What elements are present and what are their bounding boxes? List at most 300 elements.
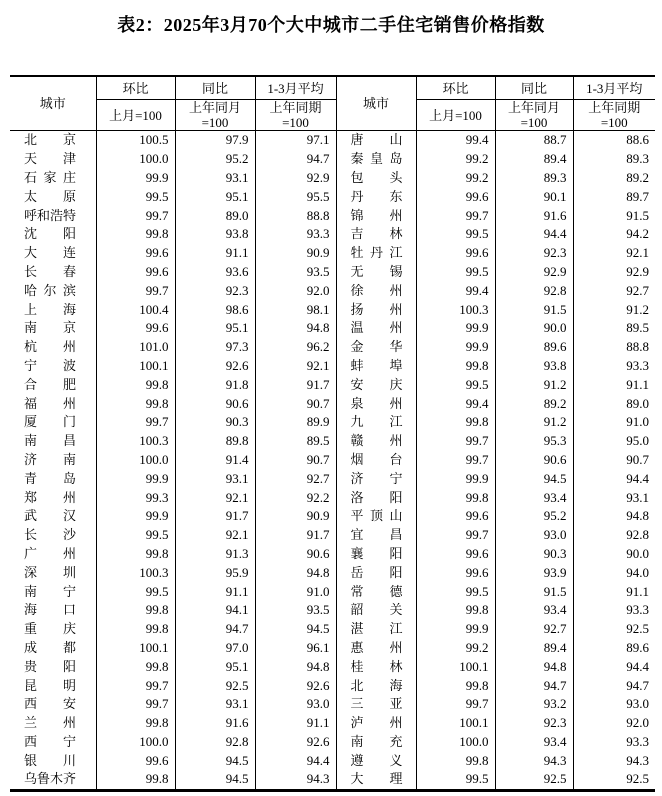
city-cell-left: [10, 676, 96, 695]
city-name: [351, 132, 403, 148]
mom-value-left: 99.7: [96, 206, 175, 225]
city-name-char: 鲁: [37, 771, 51, 787]
city-name-char: 山: [389, 508, 403, 524]
yoy-value-left: 92.6: [175, 357, 255, 376]
mom-value-left: 100.0: [96, 150, 175, 169]
yoy-value-right: 92.3: [495, 714, 573, 733]
city-name-char: 州: [62, 395, 76, 411]
table-body: [10, 131, 655, 791]
avg-value-left: 88.8: [255, 206, 336, 225]
city-name: [24, 659, 76, 675]
yoy-value-left: 94.7: [175, 620, 255, 639]
table-row: [10, 526, 655, 545]
yoy-value-left: 93.8: [175, 225, 255, 244]
city-name-char: 乌: [24, 771, 38, 787]
city-cell-left: [10, 469, 96, 488]
city-name: [24, 433, 76, 449]
yoy-value-left: 98.6: [175, 300, 255, 319]
table-row: [10, 206, 655, 225]
city-name-char: 门: [62, 414, 76, 430]
avg-value-right: 92.7: [573, 281, 655, 300]
city-name-char: 都: [62, 639, 76, 655]
city-name-char: 州: [389, 282, 403, 298]
yoy-value-right: 89.2: [495, 394, 573, 413]
city-name-char: 天: [24, 151, 38, 167]
mom-value-left: 99.7: [96, 413, 175, 432]
city-name-char: 无: [350, 263, 364, 279]
city-cell-right: [336, 357, 416, 376]
avg-value-right: 88.8: [573, 338, 655, 357]
city-name-char: 台: [389, 451, 403, 467]
avg-value-left: 93.3: [255, 225, 336, 244]
city-name-char: 德: [389, 583, 403, 599]
mom-value-left: 100.4: [96, 300, 175, 319]
city-name-char: 和: [37, 207, 51, 223]
city-name-char: 石: [24, 169, 38, 185]
city-name-char: 岛: [389, 151, 403, 167]
header-avg-base-line2: =100: [600, 115, 628, 130]
city-name-char: 西: [24, 696, 38, 712]
header-city-right: 城市: [336, 76, 416, 131]
city-name-char: 兰: [24, 715, 38, 731]
city-name-char: 亚: [389, 696, 403, 712]
city-name-char: 惠: [350, 639, 364, 655]
city-name: [24, 245, 76, 261]
header-mom-left: 环比: [96, 76, 175, 100]
header-mom-right: 环比: [416, 76, 495, 100]
table-row: [10, 676, 655, 695]
city-name: [24, 490, 76, 506]
avg-value-right: 95.0: [573, 432, 655, 451]
city-cell-left: [10, 375, 96, 394]
city-name-char: 皇: [369, 151, 383, 167]
city-name-char: 丹: [350, 188, 364, 204]
city-name: [351, 170, 403, 186]
city-cell-right: [336, 432, 416, 451]
city-name-char: 丹: [369, 245, 383, 261]
city-cell-right: [336, 563, 416, 582]
avg-value-right: 90.7: [573, 451, 655, 470]
header-yoy-base-line2: =100: [520, 115, 548, 130]
mom-value-left: 99.7: [96, 281, 175, 300]
city-name: [24, 527, 76, 543]
mom-value-right: 99.2: [416, 150, 495, 169]
header-mom-base-left: 上月=100: [96, 100, 175, 131]
city-cell-right: [336, 676, 416, 695]
city-name: [351, 245, 403, 261]
mom-value-right: 99.2: [416, 169, 495, 188]
yoy-value-right: 92.8: [495, 281, 573, 300]
city-name-char: 济: [350, 470, 364, 486]
mom-value-left: 100.3: [96, 563, 175, 582]
table-row: [10, 563, 655, 582]
header-city-left: 城市: [10, 76, 96, 131]
city-name-char: 州: [389, 207, 403, 223]
city-name-char: 口: [62, 602, 76, 618]
avg-value-left: 97.1: [255, 131, 336, 150]
avg-value-left: 92.0: [255, 281, 336, 300]
yoy-value-left: 91.3: [175, 545, 255, 564]
city-cell-left: [10, 582, 96, 601]
yoy-value-left: 94.1: [175, 601, 255, 620]
city-cell-left: [10, 545, 96, 564]
avg-value-right: 94.4: [573, 469, 655, 488]
avg-value-right: 91.5: [573, 206, 655, 225]
yoy-value-right: 94.8: [495, 657, 573, 676]
city-name-char: 银: [24, 752, 38, 768]
city-cell-right: [336, 225, 416, 244]
header-row-top: [10, 76, 655, 100]
city-name-char: 哈: [24, 282, 38, 298]
yoy-value-left: 95.1: [175, 657, 255, 676]
yoy-value-right: 92.9: [495, 263, 573, 282]
avg-value-right: 93.0: [573, 695, 655, 714]
city-name-char: 顶: [369, 508, 383, 524]
table-row: [10, 451, 655, 470]
city-name-char: 平: [350, 508, 364, 524]
avg-value-left: 93.5: [255, 263, 336, 282]
mom-value-left: 99.8: [96, 545, 175, 564]
yoy-value-right: 91.5: [495, 582, 573, 601]
avg-value-right: 89.6: [573, 639, 655, 658]
city-cell-left: [10, 751, 96, 770]
city-name: [24, 320, 76, 336]
yoy-value-left: 94.5: [175, 770, 255, 790]
yoy-value-right: 89.4: [495, 150, 573, 169]
city-name-char: 连: [62, 245, 76, 261]
city-cell-right: [336, 338, 416, 357]
city-cell-right: [336, 394, 416, 413]
table-row: [10, 375, 655, 394]
city-name-char: 阳: [389, 564, 403, 580]
city-name-char: 常: [350, 583, 364, 599]
header-avg-base-right: [573, 100, 655, 131]
yoy-value-right: 93.2: [495, 695, 573, 714]
header-avg-base-line2: =100: [282, 115, 309, 130]
city-name: [24, 565, 76, 581]
avg-value-right: 92.1: [573, 244, 655, 263]
yoy-value-right: 94.3: [495, 751, 573, 770]
city-name-char: 深: [24, 564, 38, 580]
header-yoy-base-line1: 上年同月: [188, 100, 241, 115]
city-name-char: 圳: [62, 564, 76, 580]
mom-value-right: 99.9: [416, 338, 495, 357]
city-cell-left: [10, 695, 96, 714]
city-name: [351, 640, 403, 656]
mom-value-left: 99.5: [96, 526, 175, 545]
city-cell-right: [336, 620, 416, 639]
mom-value-right: 99.4: [416, 281, 495, 300]
city-name-char: 特: [63, 207, 77, 223]
table-row: [10, 601, 655, 620]
city-name-char: 林: [389, 226, 403, 242]
city-name-char: 州: [389, 433, 403, 449]
yoy-value-left: 91.4: [175, 451, 255, 470]
city-name: [24, 678, 76, 694]
yoy-value-left: 97.3: [175, 338, 255, 357]
yoy-value-right: 90.6: [495, 451, 573, 470]
mom-value-right: 99.4: [416, 394, 495, 413]
city-name-char: 津: [62, 151, 76, 167]
mom-value-right: 100.0: [416, 733, 495, 752]
yoy-value-right: 89.3: [495, 169, 573, 188]
city-name: [351, 151, 403, 167]
city-name: [24, 151, 76, 167]
city-cell-left: [10, 300, 96, 319]
city-name-char: 尔: [43, 282, 57, 298]
table-row: [10, 488, 655, 507]
yoy-value-right: 93.0: [495, 526, 573, 545]
city-cell-right: [336, 187, 416, 206]
mom-value-left: 99.5: [96, 582, 175, 601]
city-name-char: 南: [62, 451, 76, 467]
mom-value-left: 99.8: [96, 394, 175, 413]
yoy-value-left: 90.6: [175, 394, 255, 413]
yoy-value-right: 93.8: [495, 357, 573, 376]
mom-value-right: 99.6: [416, 244, 495, 263]
city-name-char: 北: [24, 132, 38, 148]
city-cell-left: [10, 714, 96, 733]
mom-value-left: 99.6: [96, 319, 175, 338]
city-name-char: 九: [350, 414, 364, 430]
city-name: [24, 640, 76, 656]
table-row: [10, 751, 655, 770]
header-avg-base-left: [255, 100, 336, 131]
table-row: [10, 319, 655, 338]
avg-value-right: 91.2: [573, 300, 655, 319]
city-cell-left: [10, 394, 96, 413]
yoy-value-right: 94.7: [495, 676, 573, 695]
avg-value-left: 94.3: [255, 770, 336, 790]
header-yoy-base-line2: =100: [201, 115, 229, 130]
city-name: [351, 565, 403, 581]
avg-value-right: 92.5: [573, 770, 655, 790]
city-name: [24, 377, 76, 393]
city-name-char: 宁: [62, 733, 76, 749]
yoy-value-left: 91.6: [175, 714, 255, 733]
city-name-char: 南: [24, 433, 38, 449]
city-name-char: 东: [389, 188, 403, 204]
mom-value-right: 99.2: [416, 639, 495, 658]
mom-value-right: 99.7: [416, 695, 495, 714]
city-name: [24, 226, 76, 242]
city-name-char: 京: [62, 132, 76, 148]
city-name-char: 海: [389, 677, 403, 693]
yoy-value-right: 93.4: [495, 601, 573, 620]
city-name-char: 安: [62, 696, 76, 712]
table-row: [10, 281, 655, 300]
city-name: [351, 696, 403, 712]
city-cell-right: [336, 601, 416, 620]
header-yoy-left: 同比: [175, 76, 255, 100]
city-name-char: 沙: [62, 527, 76, 543]
city-name-char: 宁: [62, 583, 76, 599]
avg-value-left: 94.8: [255, 657, 336, 676]
mom-value-left: 99.8: [96, 714, 175, 733]
mom-value-right: 99.5: [416, 375, 495, 394]
city-cell-right: [336, 451, 416, 470]
city-name: [351, 771, 403, 787]
table-row: [10, 657, 655, 676]
header-avg-base-line1: 上年同期: [588, 100, 641, 115]
avg-value-right: 94.0: [573, 563, 655, 582]
city-name: [351, 452, 403, 468]
avg-value-left: 93.5: [255, 601, 336, 620]
city-cell-right: [336, 150, 416, 169]
city-name: [24, 264, 76, 280]
mom-value-right: 99.7: [416, 451, 495, 470]
city-name: [351, 546, 403, 562]
city-name-char: 成: [24, 639, 38, 655]
table-row: [10, 582, 655, 601]
city-cell-left: [10, 639, 96, 658]
city-name-char: 庆: [389, 376, 403, 392]
city-name: [24, 396, 76, 412]
city-name: [351, 584, 403, 600]
city-name: [351, 320, 403, 336]
city-name: [351, 471, 403, 487]
avg-value-left: 95.5: [255, 187, 336, 206]
city-name-char: 头: [389, 169, 403, 185]
city-name: [24, 414, 76, 430]
city-name-char: 明: [62, 677, 76, 693]
city-cell-left: [10, 451, 96, 470]
mom-value-left: 100.0: [96, 733, 175, 752]
avg-value-left: 91.7: [255, 375, 336, 394]
city-cell-left: [10, 563, 96, 582]
mom-value-right: 99.6: [416, 545, 495, 564]
city-name-char: 包: [350, 169, 364, 185]
table-row: [10, 714, 655, 733]
city-name-char: 海: [62, 301, 76, 317]
city-cell-left: [10, 281, 96, 300]
avg-value-right: 91.0: [573, 413, 655, 432]
yoy-value-right: 95.3: [495, 432, 573, 451]
mom-value-left: 99.8: [96, 601, 175, 620]
city-name-char: 泸: [350, 715, 364, 731]
city-name: [351, 659, 403, 675]
city-name: [351, 527, 403, 543]
city-name-char: 襄: [350, 545, 364, 561]
mom-value-right: 99.6: [416, 187, 495, 206]
city-name: [24, 546, 76, 562]
city-name-char: 原: [62, 188, 76, 204]
yoy-value-right: 90.1: [495, 187, 573, 206]
mom-value-left: 99.8: [96, 770, 175, 790]
table-row: [10, 639, 655, 658]
yoy-value-right: 92.3: [495, 244, 573, 263]
city-name-char: 太: [24, 188, 38, 204]
table-row: [10, 187, 655, 206]
city-name-char: 吉: [350, 226, 364, 242]
city-name-char: 锡: [389, 263, 403, 279]
city-name-char: 岛: [62, 470, 76, 486]
table-header: [10, 76, 655, 131]
avg-value-right: 88.6: [573, 131, 655, 150]
city-name-char: 南: [24, 583, 38, 599]
city-name: [24, 358, 76, 374]
avg-value-right: 92.8: [573, 526, 655, 545]
yoy-value-right: 90.0: [495, 319, 573, 338]
city-name-char: 理: [389, 771, 403, 787]
table-row: [10, 357, 655, 376]
yoy-value-right: 92.5: [495, 770, 573, 790]
city-name: [351, 358, 403, 374]
city-cell-left: [10, 657, 96, 676]
header-row-bottom: [10, 100, 655, 131]
city-name-char: 郑: [24, 489, 38, 505]
city-name: [24, 715, 76, 731]
city-name-char: 唐: [350, 132, 364, 148]
city-cell-right: [336, 582, 416, 601]
city-name-char: 韶: [350, 602, 364, 618]
table-row: [10, 150, 655, 169]
mom-value-right: 99.4: [416, 131, 495, 150]
avg-value-left: 92.1: [255, 357, 336, 376]
table-row: [10, 131, 655, 150]
city-name-char: 烟: [350, 451, 364, 467]
city-name: [24, 283, 76, 299]
yoy-value-left: 95.9: [175, 563, 255, 582]
city-cell-right: [336, 169, 416, 188]
city-name-char: 大: [350, 771, 364, 787]
city-name-char: 长: [24, 527, 38, 543]
yoy-value-left: 95.1: [175, 319, 255, 338]
city-cell-right: [336, 526, 416, 545]
city-name-char: 阳: [62, 658, 76, 674]
city-cell-left: [10, 432, 96, 451]
avg-value-left: 90.9: [255, 244, 336, 263]
yoy-value-right: 88.7: [495, 131, 573, 150]
city-name-char: 岳: [350, 564, 364, 580]
city-name-char: 义: [389, 752, 403, 768]
avg-value-right: 92.5: [573, 620, 655, 639]
city-name-char: 重: [24, 621, 38, 637]
city-name: [351, 678, 403, 694]
price-index-table: [10, 75, 655, 792]
mom-value-left: 99.9: [96, 169, 175, 188]
city-cell-right: [336, 319, 416, 338]
city-name-char: 浩: [50, 207, 64, 223]
city-cell-right: [336, 639, 416, 658]
yoy-value-right: 90.3: [495, 545, 573, 564]
city-name-char: 州: [389, 639, 403, 655]
yoy-value-left: 92.1: [175, 526, 255, 545]
city-cell-left: [10, 770, 96, 790]
city-name-char: 华: [389, 339, 403, 355]
mom-value-left: 99.3: [96, 488, 175, 507]
city-name-char: 蚌: [350, 357, 364, 373]
city-name: [351, 208, 403, 224]
yoy-value-left: 91.1: [175, 244, 255, 263]
city-name-char: 昌: [389, 527, 403, 543]
avg-value-right: 92.9: [573, 263, 655, 282]
city-name: [24, 302, 76, 318]
city-name-char: 杭: [24, 339, 38, 355]
mom-value-right: 99.9: [416, 469, 495, 488]
city-name-char: 昆: [24, 677, 38, 693]
mom-value-left: 99.6: [96, 263, 175, 282]
mom-value-right: 99.9: [416, 620, 495, 639]
city-name-char: 庆: [62, 621, 76, 637]
mom-value-left: 100.1: [96, 639, 175, 658]
city-cell-left: [10, 526, 96, 545]
yoy-value-left: 89.0: [175, 206, 255, 225]
yoy-value-left: 92.5: [175, 676, 255, 695]
avg-value-left: 89.5: [255, 432, 336, 451]
city-name-char: 徐: [350, 282, 364, 298]
avg-value-right: 94.3: [573, 751, 655, 770]
